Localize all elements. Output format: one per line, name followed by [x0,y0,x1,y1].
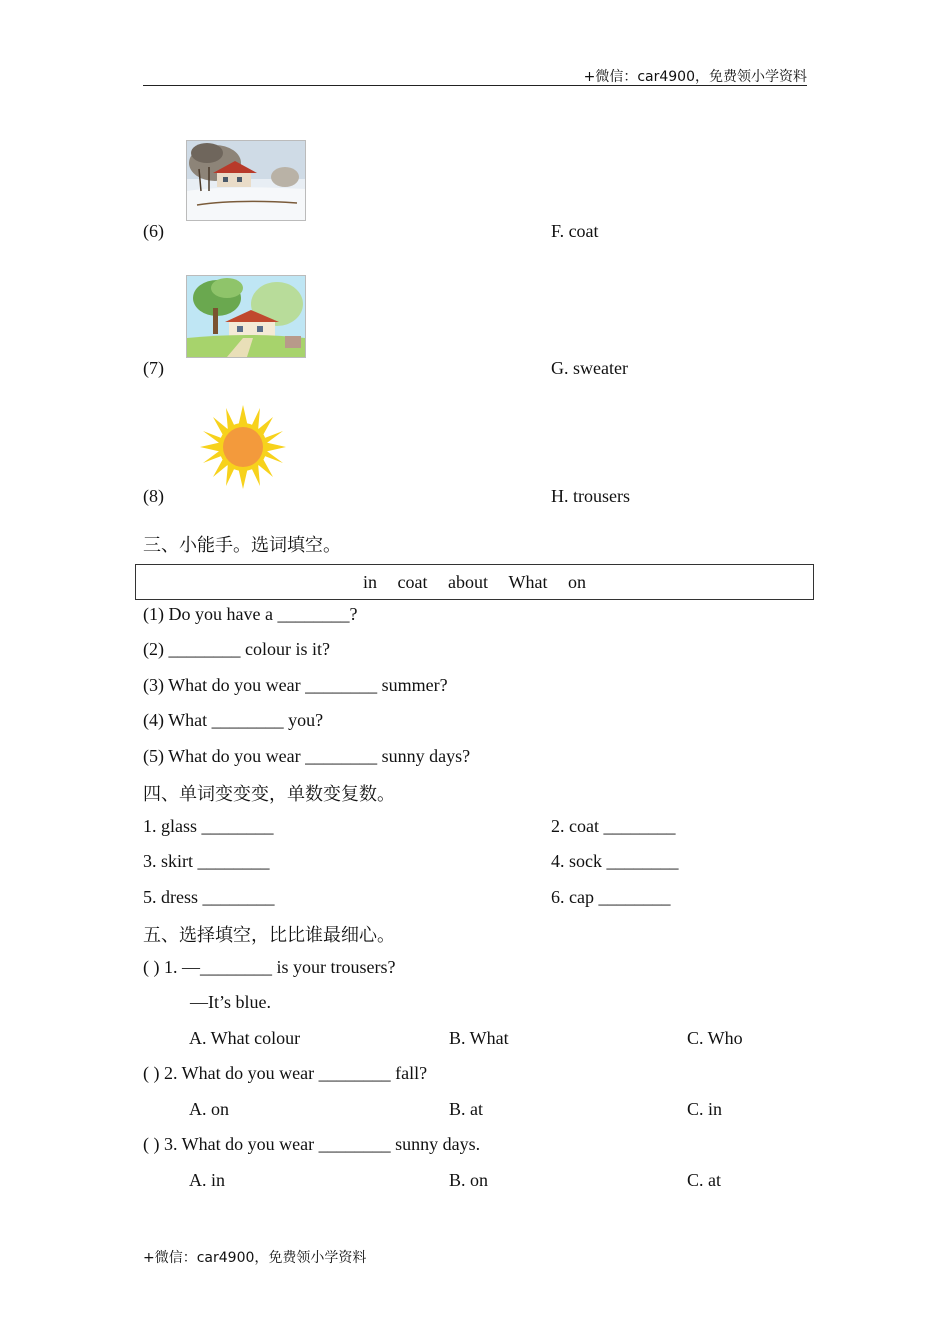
plural-item: 6. cap ________ [551,887,671,907]
fill-question: (1) Do you have a ________? [143,604,358,624]
choice-option: B. at [449,1099,483,1119]
choice-question-stem: ( ) 3. What do you wear ________ sunny days. [143,1134,481,1154]
match-num-7: (7) [143,358,164,378]
winter-house-image [186,140,306,221]
word-bank-word: coat [397,572,428,592]
match-option-h: H. trousers [551,486,630,506]
word-bank-word: about [448,572,488,592]
plural-item: 5. dress ________ [143,887,275,907]
match-num-6: (6) [143,221,164,241]
choice-question-stem: ( ) 2. What do you wear ________ fall? [143,1063,428,1083]
choice-question-stem: ( ) 1. —________ is your trousers? [143,957,396,977]
footer-text: +微信：car4900，免费领小学资料 [143,1250,367,1266]
choice-option: A. on [189,1099,229,1119]
plural-item: 3. skirt ________ [143,851,270,871]
plural-item: 1. glass ________ [143,816,274,836]
fill-question: (3) What do you wear ________ summer? [143,675,448,695]
match-option-g: G. sweater [551,358,628,378]
choice-option: C. in [687,1099,723,1119]
word-bank-word: on [567,572,586,592]
plural-item: 4. sock ________ [551,851,679,871]
match-num-8: (8) [143,486,164,506]
sun-image [200,405,286,489]
choice-option: C. Who [687,1028,743,1048]
match-option-f: F. coat [551,221,599,241]
section3-title: 三、小能手。选词填空。 [143,535,341,556]
spring-house-image [186,275,306,358]
fill-question: (4) What ________ you? [143,710,324,730]
word-bank-word: What [508,572,548,592]
word-bank-word: in [363,572,378,592]
choice-option: B. What [449,1028,509,1048]
plural-item: 2. coat ________ [551,816,676,836]
header-text: +微信：car4900，免费领小学资料 [583,69,807,85]
choice-answer-line: —It’s blue. [190,992,271,1012]
choice-option: A. What colour [189,1028,301,1048]
choice-option: B. on [449,1170,489,1190]
section4-title: 四、单词变变变，单数变复数。 [143,784,395,805]
word-bank [135,564,814,600]
choice-option: A. in [189,1170,225,1190]
header-divider [143,85,807,86]
fill-question: (5) What do you wear ________ sunny days? [143,746,471,766]
choice-option: C. at [687,1170,721,1190]
section5-title: 五、选择填空，比比谁最细心。 [143,925,395,946]
fill-question: (2) ________ colour is it? [143,639,330,659]
